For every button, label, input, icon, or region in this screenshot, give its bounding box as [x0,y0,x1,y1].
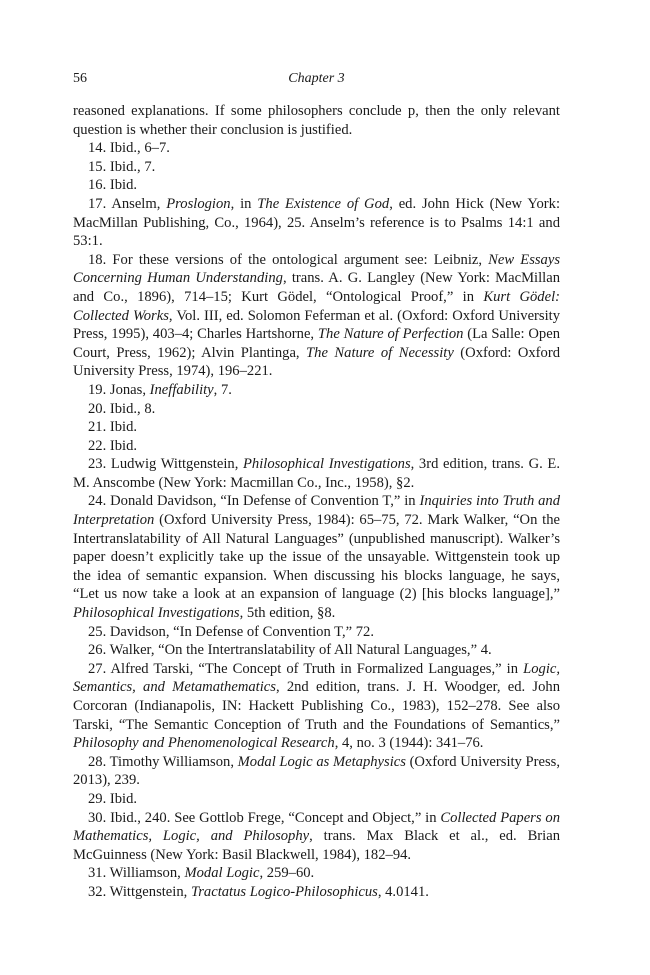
endnote [73,251,560,381]
endnote-text: Ibid. [109,177,138,194]
chapter-title: Chapter 3 [288,71,345,86]
endnote-text: , 4.0141. [377,883,429,900]
endnote-number: 21. [88,419,110,436]
endnotes-body [73,102,560,902]
endnote-text: , 259–60. [259,865,315,882]
endnote-text: , 3rd edition, trans. G. E. M. Anscombe (New York: Macmillan Co., Inc., 1958), §2. [73,456,560,491]
endnote-number: 27. [88,660,111,677]
citation-title: The Nature of Perfection [317,326,464,343]
endnote-text: , trans. Max Black et al., ed. Brian McGuinness (New York: Basil Blackwell, 1984), 182–94. [73,828,560,863]
endnote-number: 24. [88,493,111,510]
citation-title: Philosophy and Phenomenological Research [73,735,335,752]
endnote [73,158,560,177]
citation-title: Philosophical Investigations [73,605,240,622]
endnote-number: 17. [88,195,112,212]
endnote-text: Anselm, [111,195,167,212]
endnote [73,753,560,790]
endnote [73,790,560,809]
citation-title: Kurt Gödel: Collected Works [73,288,560,324]
citation-title: Philosophical Investigations [243,456,411,473]
endnote [73,139,560,158]
endnote-text: Ibid., 240. See Gottlob Frege, “Concept and Object,” in [110,809,441,826]
endnote-text: Ibid., 6–7. [109,140,170,157]
citation-title: Collected Papers on Mathematics, Logic, and Philosophy [73,809,561,845]
citation-title: The Existence of God [257,195,390,212]
citation-title: Modal Logic as Metaphysics [237,753,406,770]
endnote-text: Ibid. [109,419,138,436]
endnote-number: 15. [88,158,110,175]
citation-title: Proslogion [166,195,231,212]
endnote-text: Williamson, [109,865,185,882]
endnote-number: 26. [88,642,110,659]
endnote [73,400,560,419]
endnote-number: 14. [88,140,110,157]
endnote-text: (Oxford: Oxford University Press, 1974), 196–221. [73,344,560,380]
endnote-text: (Oxford University Press, 1984): 65–75, 72. Mark Walker, “On the Intertranslatability of All Natural Languages” (unpublished manuscript). Walker’s paper doesn’t explicitly take up the issue of the unsayable. Wittgenstein took up the idea of semantic expansion. When discussing his blocks language, he says, “Let us now take a look at an expansion of language (2) [his blocks language],” [73,512,560,603]
endnote-text: Ibid. [109,790,138,807]
endnote-text: , in [230,195,258,212]
citation-title: Inquiries into Truth and Interpretation [73,493,561,529]
endnote-text: (Oxford University Press, 2013), 239. [73,753,560,789]
endnote [73,176,560,195]
endnote-text: , 5th edition, §8. [239,605,336,622]
endnote [73,195,560,251]
endnote [73,864,560,883]
endnote [73,455,560,492]
endnote-text: , 4, no. 3 (1944): 341–76. [334,735,484,752]
endnote-number: 28. [88,753,110,770]
endnote-text: Davidson, “In Defense of Convention T,” 72. [109,623,375,640]
endnote-number: 22. [88,437,110,454]
running-header [73,70,560,90]
endnote [73,418,560,437]
endnote-number: 25. [88,623,110,640]
endnote-number: 32. [88,883,110,900]
endnote [73,883,560,902]
endnote-text: Wittgenstein, [109,883,191,900]
citation-title: Modal Logic [184,865,260,882]
endnote [73,381,560,400]
endnote-text: Ludwig Wittgenstein, [110,456,244,473]
citation-title: New Essays Concerning Human Understanding [73,251,561,287]
endnote-text: , trans. A. G. Langley (New York: MacMillan and Co., 1896), 714–15; Kurt Gödel, “Ontological Proof,” in [73,270,560,305]
endnotes-list [73,139,560,901]
endnote-number: 16. [88,177,110,194]
citation-title: The Nature of Necessity [306,344,454,361]
endnote-text: Ibid. [109,437,138,454]
endnote-number: 20. [88,400,110,417]
endnote-text: Walker, “On the Intertranslatability of All Natural Languages,” 4. [109,642,492,659]
endnote-text: Jonas, [109,381,150,398]
endnote-text: Alfred Tarski, “The Concept of Truth in Formalized Languages,” in [110,660,524,677]
endnote [73,623,560,642]
endnote [73,492,560,622]
endnote-number: 19. [88,381,110,398]
page-number: 56 [73,71,87,86]
endnote-text: For these versions of the ontological argument see: Leibniz, [112,251,489,268]
endnote-text: Ibid., 8. [109,400,156,417]
citation-title: Tractatus Logico-Philosophicus [190,883,378,900]
endnote-number: 31. [88,865,110,882]
endnote-number: 30. [88,809,111,826]
citation-title: Ineffability [149,381,214,398]
endnote-text: (La Salle: Open Court, Press, 1962); Alvin Plantinga, [73,326,561,361]
endnote [73,641,560,660]
endnote [73,660,560,753]
endnote-text: Timothy Williamson, [109,753,238,770]
endnote [73,809,560,865]
endnote-number: 29. [88,790,110,807]
endnote [73,437,560,456]
endnote-text: Donald Davidson, “In Defense of Convention T,” in [110,493,420,510]
endnote-text: , Vol. III, ed. Solomon Feferman et al. (Oxford: Oxford University Press, 1995), 403–4; Charles Hartshorne, [73,307,560,343]
endnote-number: 18. [88,251,113,268]
endnote-text: , 7. [213,381,232,398]
endnote-number: 23. [88,456,111,473]
intro-paragraph: reasoned explanations. If some philosophers conclude p, then the only relevant question is whether their conclusion is justified. [73,103,560,138]
endnote-text: Ibid., 7. [109,158,156,175]
endnote-text: , ed. John Hick (New York: MacMillan Publishing, Co., 1964), 25. Anselm’s reference is to Psalms 14:1 and 53:1. [73,195,560,250]
endnote-text: , 2nd edition, trans. J. H. Woodger, ed. John Corcoran (Indianapolis, IN: Hackett Publishing Co., 1983), 152–278. See also Tarski, “The Semantic Conception of Truth and the Foundations of Semantics,” [73,679,560,733]
citation-title: Logic, Semantics, and Metamathematics [73,660,560,696]
